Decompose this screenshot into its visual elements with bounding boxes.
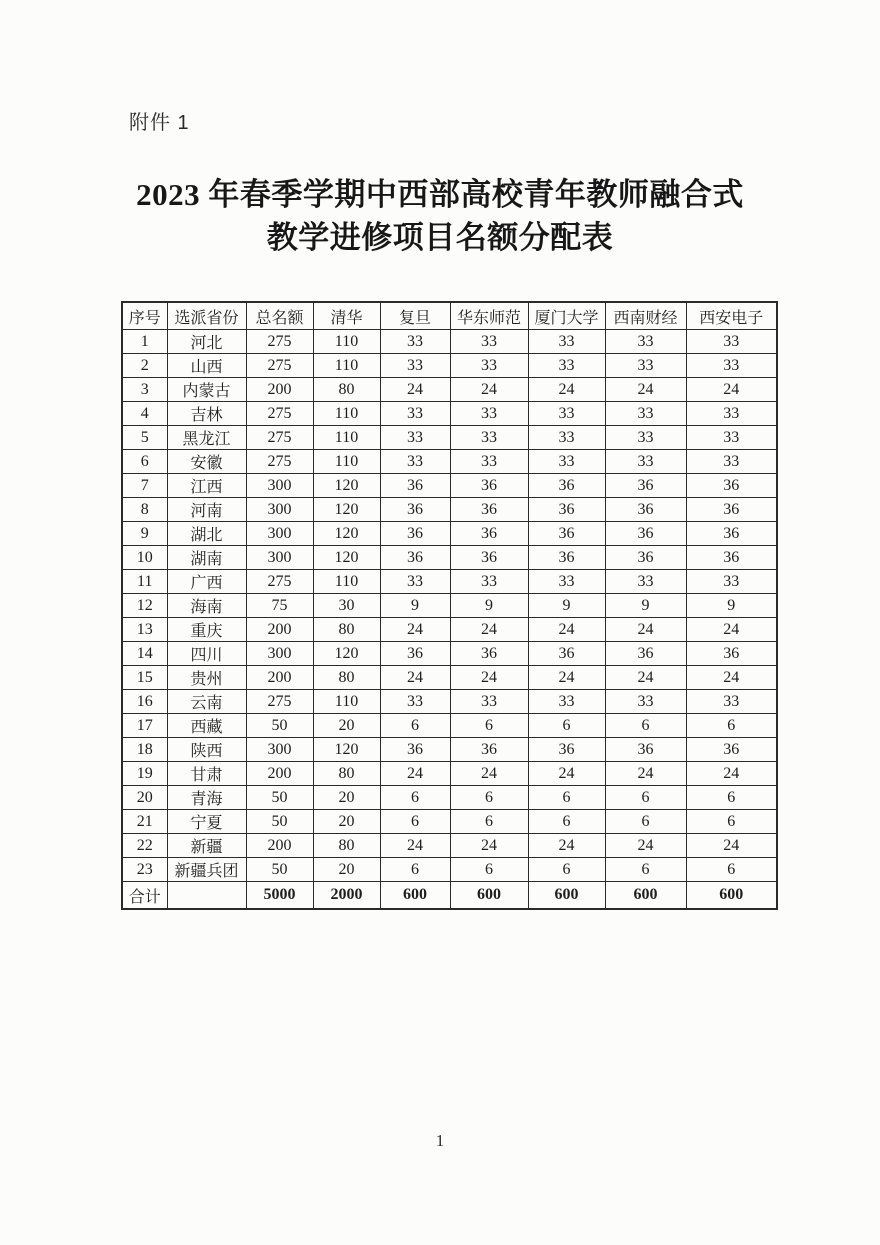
table-cell: 36 <box>380 522 450 546</box>
table-cell: 36 <box>528 546 605 570</box>
total-cell <box>167 882 246 910</box>
table-cell: 120 <box>313 522 380 546</box>
table-cell: 110 <box>313 354 380 378</box>
table-cell: 36 <box>450 498 528 522</box>
table-cell: 24 <box>686 762 777 786</box>
table-cell: 36 <box>528 522 605 546</box>
table-cell: 33 <box>528 450 605 474</box>
table-cell: 33 <box>605 354 686 378</box>
table-cell: 300 <box>246 642 313 666</box>
table-cell: 陕西 <box>167 738 246 762</box>
table-cell: 内蒙古 <box>167 378 246 402</box>
table-cell: 6 <box>605 714 686 738</box>
table-row <box>122 762 777 786</box>
table-cell: 6 <box>528 858 605 882</box>
table-cell: 33 <box>380 354 450 378</box>
table-row <box>122 546 777 570</box>
table-cell: 6 <box>380 858 450 882</box>
table-cell: 30 <box>313 594 380 618</box>
table-cell: 36 <box>450 642 528 666</box>
table-cell: 33 <box>450 450 528 474</box>
table-cell: 云南 <box>167 690 246 714</box>
table-cell: 新疆兵团 <box>167 858 246 882</box>
total-label: 合计 <box>122 882 167 910</box>
table-cell: 50 <box>246 810 313 834</box>
table-cell: 10 <box>122 546 167 570</box>
column-header: 厦门大学 <box>528 302 605 330</box>
table-row <box>122 402 777 426</box>
table-cell: 33 <box>686 690 777 714</box>
table-cell: 20 <box>313 714 380 738</box>
table-cell: 8 <box>122 498 167 522</box>
table-row <box>122 474 777 498</box>
table-cell: 24 <box>528 618 605 642</box>
table-cell: 300 <box>246 522 313 546</box>
table-cell: 20 <box>122 786 167 810</box>
table-row <box>122 834 777 858</box>
table-cell: 24 <box>686 618 777 642</box>
table-cell: 33 <box>605 426 686 450</box>
table-cell: 110 <box>313 690 380 714</box>
table-cell: 50 <box>246 858 313 882</box>
table-cell: 24 <box>528 666 605 690</box>
table-row <box>122 714 777 738</box>
table-cell: 海南 <box>167 594 246 618</box>
table-cell: 33 <box>450 690 528 714</box>
table-cell: 6 <box>380 786 450 810</box>
table-row <box>122 810 777 834</box>
column-header: 西安电子 <box>686 302 777 330</box>
table-cell: 300 <box>246 474 313 498</box>
table-cell: 20 <box>313 810 380 834</box>
table-row <box>122 354 777 378</box>
table-cell: 6 <box>380 714 450 738</box>
table-cell: 24 <box>528 834 605 858</box>
table-cell: 6 <box>122 450 167 474</box>
table-cell: 24 <box>380 618 450 642</box>
table-cell: 湖南 <box>167 546 246 570</box>
table-cell: 275 <box>246 330 313 354</box>
table-cell: 7 <box>122 474 167 498</box>
table-cell: 广西 <box>167 570 246 594</box>
table-cell: 6 <box>686 714 777 738</box>
table-cell: 36 <box>380 642 450 666</box>
table-cell: 110 <box>313 426 380 450</box>
table-cell: 17 <box>122 714 167 738</box>
table-cell: 36 <box>528 738 605 762</box>
table-cell: 重庆 <box>167 618 246 642</box>
table-cell: 11 <box>122 570 167 594</box>
table-cell: 75 <box>246 594 313 618</box>
table-cell: 36 <box>605 642 686 666</box>
table-cell: 36 <box>686 546 777 570</box>
table-row <box>122 618 777 642</box>
table-cell: 贵州 <box>167 666 246 690</box>
table-cell: 36 <box>605 738 686 762</box>
table-cell: 36 <box>450 474 528 498</box>
table-cell: 110 <box>313 402 380 426</box>
table-row <box>122 642 777 666</box>
table-cell: 80 <box>313 834 380 858</box>
table-cell: 36 <box>450 522 528 546</box>
table-cell: 33 <box>380 426 450 450</box>
table-cell: 12 <box>122 594 167 618</box>
table-cell: 36 <box>686 738 777 762</box>
table-cell: 14 <box>122 642 167 666</box>
column-header: 序号 <box>122 302 167 330</box>
table-cell: 甘肃 <box>167 762 246 786</box>
table-cell: 33 <box>686 402 777 426</box>
table-cell: 36 <box>605 474 686 498</box>
table-cell: 安徽 <box>167 450 246 474</box>
document-title <box>0 173 880 259</box>
table-cell: 24 <box>380 666 450 690</box>
table-cell: 33 <box>450 402 528 426</box>
table-row <box>122 522 777 546</box>
table-cell: 200 <box>246 378 313 402</box>
table-cell: 9 <box>122 522 167 546</box>
table-header-row <box>122 302 777 330</box>
table-cell: 36 <box>380 546 450 570</box>
total-row <box>122 882 777 910</box>
table-cell: 24 <box>380 834 450 858</box>
table-cell: 33 <box>528 354 605 378</box>
table-cell: 36 <box>605 522 686 546</box>
table-cell: 吉林 <box>167 402 246 426</box>
table-row <box>122 858 777 882</box>
column-header: 选派省份 <box>167 302 246 330</box>
table-cell: 9 <box>528 594 605 618</box>
table-cell: 6 <box>380 810 450 834</box>
table-cell: 24 <box>605 666 686 690</box>
table-cell: 36 <box>380 498 450 522</box>
table-cell: 33 <box>528 570 605 594</box>
table-cell: 24 <box>380 378 450 402</box>
table-cell: 275 <box>246 690 313 714</box>
table-cell: 6 <box>450 858 528 882</box>
table-cell: 新疆 <box>167 834 246 858</box>
total-cell: 600 <box>380 882 450 910</box>
table-cell: 33 <box>686 426 777 450</box>
table-cell: 2 <box>122 354 167 378</box>
table-cell: 24 <box>605 378 686 402</box>
table-cell: 24 <box>450 378 528 402</box>
table-cell: 15 <box>122 666 167 690</box>
table-cell: 33 <box>380 450 450 474</box>
table-row <box>122 426 777 450</box>
table-cell: 200 <box>246 618 313 642</box>
table-cell: 275 <box>246 402 313 426</box>
table-cell: 9 <box>686 594 777 618</box>
total-cell: 600 <box>605 882 686 910</box>
table-row <box>122 498 777 522</box>
table-cell: 6 <box>686 810 777 834</box>
table-cell: 13 <box>122 618 167 642</box>
table-row <box>122 330 777 354</box>
table-cell: 6 <box>528 810 605 834</box>
table-row <box>122 570 777 594</box>
table-cell: 36 <box>686 474 777 498</box>
table-cell: 24 <box>686 378 777 402</box>
table-cell: 24 <box>605 834 686 858</box>
table-cell: 275 <box>246 426 313 450</box>
table-cell: 22 <box>122 834 167 858</box>
table-row <box>122 450 777 474</box>
table-cell: 6 <box>450 810 528 834</box>
table-cell: 200 <box>246 834 313 858</box>
page-number: 1 <box>435 1131 445 1150</box>
table-cell: 33 <box>380 570 450 594</box>
table-cell: 6 <box>686 786 777 810</box>
table-cell: 33 <box>380 330 450 354</box>
table-cell: 36 <box>450 546 528 570</box>
table-cell: 80 <box>313 378 380 402</box>
table-cell: 33 <box>380 402 450 426</box>
table-cell: 33 <box>686 330 777 354</box>
table-cell: 33 <box>450 330 528 354</box>
table-cell: 33 <box>450 354 528 378</box>
table-cell: 24 <box>528 378 605 402</box>
table-cell: 80 <box>313 666 380 690</box>
table-cell: 36 <box>605 546 686 570</box>
table-cell: 36 <box>380 474 450 498</box>
table-cell: 24 <box>450 834 528 858</box>
table-cell: 110 <box>313 330 380 354</box>
table-cell: 110 <box>313 570 380 594</box>
table-cell: 33 <box>528 402 605 426</box>
table-cell: 36 <box>605 498 686 522</box>
table-cell: 20 <box>313 786 380 810</box>
table-cell: 1 <box>122 330 167 354</box>
table-cell: 300 <box>246 738 313 762</box>
table-cell: 200 <box>246 762 313 786</box>
total-cell: 600 <box>686 882 777 910</box>
table-cell: 6 <box>528 786 605 810</box>
table-cell: 36 <box>528 642 605 666</box>
table-cell: 36 <box>686 642 777 666</box>
table-cell: 21 <box>122 810 167 834</box>
table-cell: 24 <box>450 618 528 642</box>
attachment-label: 附件 1 <box>129 112 190 134</box>
table-cell: 6 <box>605 786 686 810</box>
table-cell: 23 <box>122 858 167 882</box>
table-cell: 33 <box>605 570 686 594</box>
table-cell: 50 <box>246 786 313 810</box>
table-cell: 3 <box>122 378 167 402</box>
table-cell: 36 <box>380 738 450 762</box>
table-cell: 24 <box>686 834 777 858</box>
column-header: 复旦 <box>380 302 450 330</box>
table-cell: 36 <box>450 738 528 762</box>
table-cell: 山西 <box>167 354 246 378</box>
table-cell: 200 <box>246 666 313 690</box>
table-cell: 9 <box>450 594 528 618</box>
table-cell: 33 <box>605 330 686 354</box>
table-row <box>122 378 777 402</box>
table-cell: 6 <box>605 858 686 882</box>
quota-table <box>121 301 778 910</box>
table-cell: 24 <box>450 666 528 690</box>
quota-table-container <box>121 301 778 910</box>
table-cell: 33 <box>686 570 777 594</box>
title-line-2: 教学进修项目名额分配表 <box>266 220 614 255</box>
table-cell: 6 <box>605 810 686 834</box>
table-cell: 33 <box>605 450 686 474</box>
table-cell: 36 <box>528 474 605 498</box>
table-cell: 33 <box>605 690 686 714</box>
table-cell: 33 <box>528 426 605 450</box>
table-cell: 9 <box>605 594 686 618</box>
table-cell: 33 <box>380 690 450 714</box>
table-cell: 120 <box>313 474 380 498</box>
table-cell: 河北 <box>167 330 246 354</box>
table-cell: 18 <box>122 738 167 762</box>
table-row <box>122 690 777 714</box>
table-cell: 36 <box>686 522 777 546</box>
table-cell: 西藏 <box>167 714 246 738</box>
table-cell: 120 <box>313 738 380 762</box>
table-cell: 6 <box>450 714 528 738</box>
total-cell: 600 <box>528 882 605 910</box>
table-cell: 江西 <box>167 474 246 498</box>
table-cell: 9 <box>380 594 450 618</box>
table-cell: 24 <box>450 762 528 786</box>
table-cell: 24 <box>605 618 686 642</box>
table-cell: 33 <box>528 690 605 714</box>
table-cell: 33 <box>686 450 777 474</box>
table-cell: 湖北 <box>167 522 246 546</box>
table-cell: 80 <box>313 618 380 642</box>
table-cell: 宁夏 <box>167 810 246 834</box>
column-header: 清华 <box>313 302 380 330</box>
table-cell: 黑龙江 <box>167 426 246 450</box>
total-cell: 2000 <box>313 882 380 910</box>
table-cell: 120 <box>313 642 380 666</box>
table-cell: 四川 <box>167 642 246 666</box>
table-cell: 4 <box>122 402 167 426</box>
table-cell: 300 <box>246 498 313 522</box>
table-cell: 6 <box>450 786 528 810</box>
total-cell: 600 <box>450 882 528 910</box>
table-cell: 16 <box>122 690 167 714</box>
column-header: 总名额 <box>246 302 313 330</box>
table-row <box>122 786 777 810</box>
table-cell: 24 <box>380 762 450 786</box>
table-cell: 33 <box>605 402 686 426</box>
table-cell: 24 <box>528 762 605 786</box>
table-cell: 20 <box>313 858 380 882</box>
table-cell: 33 <box>528 330 605 354</box>
table-cell: 19 <box>122 762 167 786</box>
table-cell: 36 <box>528 498 605 522</box>
table-cell: 275 <box>246 450 313 474</box>
table-cell: 80 <box>313 762 380 786</box>
table-cell: 24 <box>686 666 777 690</box>
column-header: 华东师范 <box>450 302 528 330</box>
table-cell: 50 <box>246 714 313 738</box>
column-header: 西南财经 <box>605 302 686 330</box>
table-cell: 33 <box>450 426 528 450</box>
table-cell: 110 <box>313 450 380 474</box>
table-cell: 5 <box>122 426 167 450</box>
total-cell: 5000 <box>246 882 313 910</box>
table-cell: 120 <box>313 498 380 522</box>
table-row <box>122 738 777 762</box>
table-cell: 275 <box>246 570 313 594</box>
table-row <box>122 594 777 618</box>
table-cell: 33 <box>450 570 528 594</box>
table-cell: 24 <box>605 762 686 786</box>
table-cell: 275 <box>246 354 313 378</box>
table-cell: 36 <box>686 498 777 522</box>
table-cell: 300 <box>246 546 313 570</box>
title-line-1: 2023 年春季学期中西部高校青年教师融合式 <box>136 177 744 212</box>
table-cell: 河南 <box>167 498 246 522</box>
table-cell: 青海 <box>167 786 246 810</box>
table-cell: 120 <box>313 546 380 570</box>
table-cell: 33 <box>686 354 777 378</box>
table-cell: 6 <box>686 858 777 882</box>
table-cell: 6 <box>528 714 605 738</box>
table-row <box>122 666 777 690</box>
